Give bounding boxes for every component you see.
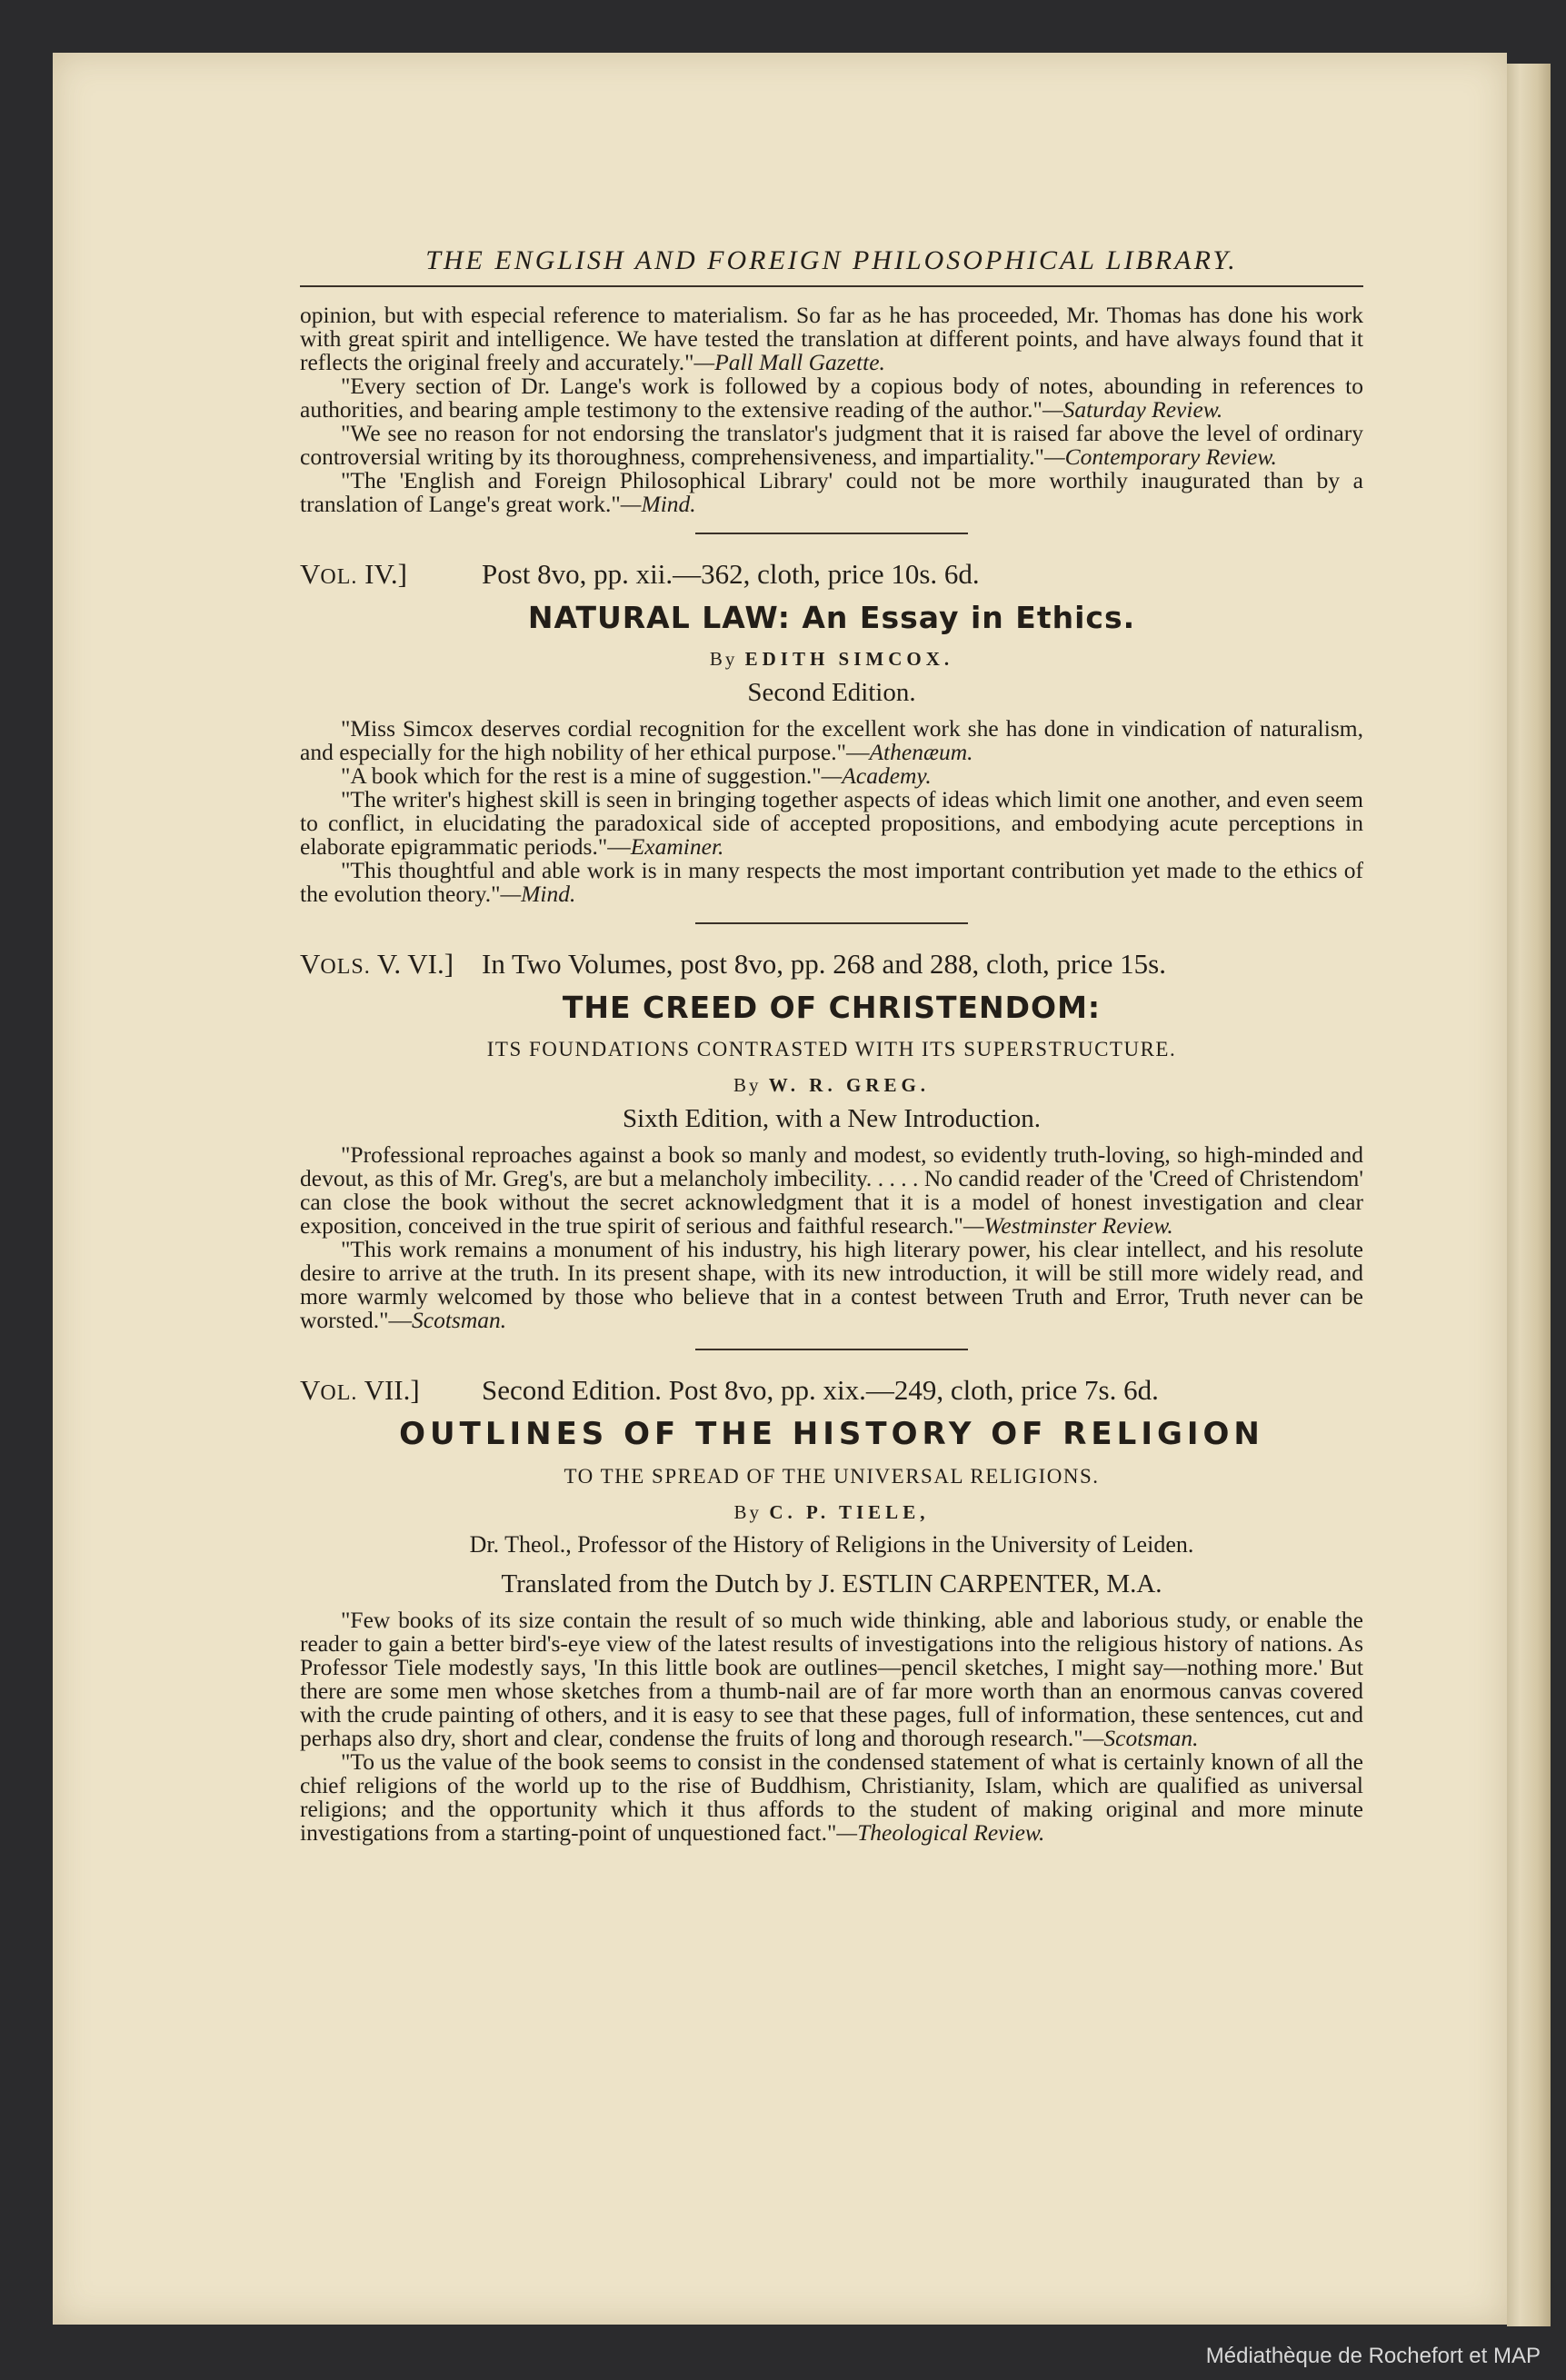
section-divider (695, 1349, 968, 1350)
review-source: —Theological Review. (836, 1819, 1045, 1846)
review-source: —Academy. (821, 762, 932, 789)
volume-number: VOL. VII.] (300, 1374, 420, 1406)
review-source: —Westminster Review. (963, 1212, 1173, 1239)
review-source: Scotsman. (412, 1307, 507, 1333)
review-paragraph: "This thoughtful and able work is in many respects the most important contribution yet made to the ethics of the evolution theory."—Mind. (300, 857, 1363, 907)
volume-5-6-entry (300, 948, 1363, 1332)
image-credit: Médiathèque de Rochefort et MAP (1205, 2344, 1541, 2368)
review-paragraph: "To us the value of the book seems to consist in the condensed statement of what is certainly known of all the chief religions of the world up to the rise of Buddhism, Christianity, Islam, which are qualified as universal religions; and the opportunity which it thus affords to the student of making original and more minute investigations from a starting-point of unquestioned fact."—Theological Review. (300, 1748, 1363, 1846)
review-paragraph: "A book which for the rest is a mine of suggestion."—Academy. (341, 762, 932, 789)
review-source: —Mind. (620, 491, 696, 517)
review-source: —Mind. (500, 881, 576, 907)
review-paragraph: "Professional reproaches against a book so manly and modest, so evidently truth-loving, so high-minded and devout, as this of Mr. Greg's, are but a melancholy imbecility. . . . . No candid reader of the 'Creed of Christendom' can close the book without the secret acknowledgment that it is a model of honest investigation and clear exposition, conceived in the true spirit of serious and faithful research."—Westminster Review. (300, 1141, 1363, 1239)
book-subtitle: ITS FOUNDATIONS CONTRASTED WITH ITS SUPERSTRUCTURE. (486, 1038, 1177, 1061)
page-edge (1507, 64, 1551, 2326)
book-title: NATURAL LAW: An Essay in Ethics. (527, 600, 1136, 635)
volume-number: VOL. IV.] (300, 558, 407, 590)
volume-line (300, 948, 1363, 981)
book-edition: Sixth Edition, with a New Introduction. (623, 1104, 1041, 1133)
review-paragraph: "The writer's highest skill is seen in bringing together aspects of ideas which limit one another, and even seem to conflict, in elucidating the paradoxical side of accepted propositions, and embodying acute perceptions in elaborate epigrammatic periods."—Examiner. (300, 786, 1363, 860)
price-line: Second Edition. Post 8vo, pp. xix.—249, cloth, price 7s. 6d. (482, 1374, 1159, 1406)
author-credentials: Dr. Theol., Professor of the History of Religions in the University of Leiden. (469, 1531, 1194, 1558)
book-title: OUTLINES OF THE HISTORY OF RELIGION (399, 1416, 1264, 1452)
volume-7-entry (300, 1374, 1363, 1845)
volume-number: VOLS. V. VI.] (300, 948, 454, 980)
section-divider (695, 533, 968, 534)
price-line: Post 8vo, pp. xii.—362, cloth, price 10s. 6d. (482, 558, 980, 590)
page-content (300, 245, 1363, 1845)
review-paragraph: opinion, but with especial reference to materialism. So far as he has proceeded, Mr. Thomas has done his work with great spirit and intelligence. We have tested the translation at different points, and have always found that it reflects the original freely and accurately."—Pall Mall Gazette. (300, 302, 1363, 375)
review-paragraph: "Few books of its size contain the result of so much wide thinking, able and laborious study, or enable the reader to gain a better bird's-eye view of the latest results of investigations into the religious history of nations. As Professor Tiele modestly says, 'In this little book are outlines—pencil sketches, I might say—nothing more.' But there are some men whose sketches from a thumb-nail are of far more worth than an enormous canvas covered with the crude painting of others, and it is easy to see that these pages, full of information, these sentences, cut and perhaps also dry, short and clear, condense the fruits of long and thorough research."—Scotsman. (300, 1607, 1363, 1751)
price-line: In Two Volumes, post 8vo, pp. 268 and 288, cloth, price 15s. (482, 948, 1166, 980)
review-source: —Pall Mall Gazette. (693, 349, 885, 375)
volume-line (300, 558, 1363, 591)
book-edition: Second Edition. (747, 678, 916, 707)
book-author: By C. P. TIELE, (733, 1501, 930, 1523)
book-title: THE CREED OF CHRISTENDOM: (562, 990, 1102, 1025)
book-author: By EDITH SIMCOX. (709, 648, 954, 670)
running-header: THE ENGLISH AND FOREIGN PHILOSOPHICAL LIBRARY. (300, 245, 1363, 287)
section-divider (695, 922, 968, 924)
review-paragraph: "We see no reason for not endorsing the translator's judgment that it is raised far above the level of ordinary controversial writing by its thoroughness, comprehensiveness, and impartiality."—Contemporary Review. (300, 420, 1363, 470)
review-paragraph: "This work remains a monument of his industry, his high literary power, his clear intellect, and his resolute desire to arrive at the truth. In its present shape, with its new introduction, it will be still more widely read, and more warmly welcomed by those who believe that in a contest between Truth and Error, Truth never can be worsted."—Scotsman. (300, 1236, 1363, 1333)
review-source: Athenæum. (869, 739, 973, 765)
review-source: —Saturday Review. (1042, 396, 1223, 423)
book-subtitle: TO THE SPREAD OF THE UNIVERSAL RELIGIONS. (564, 1465, 1100, 1488)
translator-line: Translated from the Dutch by J. ESTLIN CARPENTER, M.A. (501, 1569, 1162, 1598)
intro-reviews (300, 304, 1363, 516)
book-author: By W. R. GREG. (733, 1074, 931, 1096)
review-source: Examiner. (630, 833, 724, 860)
review-source: —Scotsman. (1082, 1725, 1199, 1751)
review-paragraph: "The 'English and Foreign Philosophical Library' could not be more worthily inaugurated than by a translation of Lange's great work."—Mind. (300, 467, 1363, 517)
volume-4-entry (300, 558, 1363, 906)
review-paragraph: "Every section of Dr. Lange's work is followed by a copious body of notes, abounding in references to authorities, and bearing ample testimony to the extensive reading of the author."—Saturday Review. (300, 373, 1363, 423)
review-paragraph: "Miss Simcox deserves cordial recognition for the excellent work she has done in vindication of naturalism, and especially for the high nobility of her ethical purpose."—Athenæum. (300, 715, 1363, 765)
review-source: —Contemporary Review. (1043, 443, 1277, 470)
volume-line (300, 1374, 1363, 1407)
